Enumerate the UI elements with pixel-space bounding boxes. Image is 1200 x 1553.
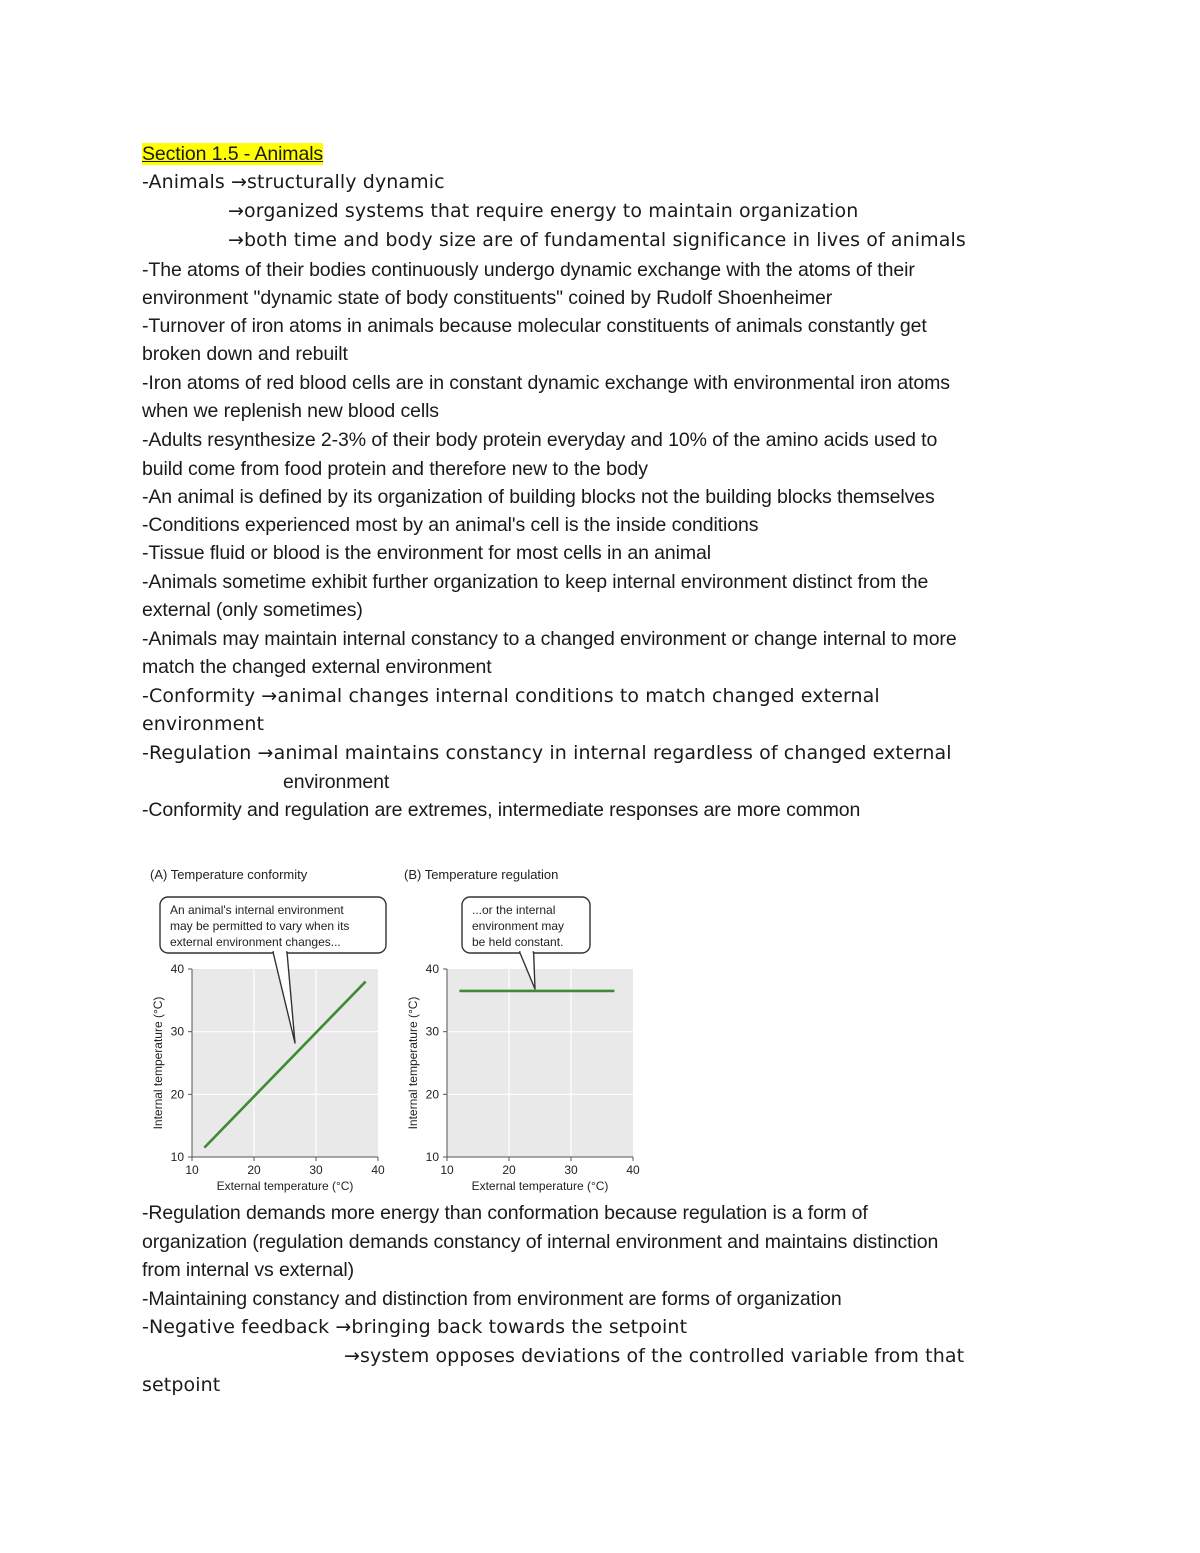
text-line: setpoint (142, 1374, 221, 1396)
text-line: -Regulation demands more energy than conformation because regulation is a form of (142, 1202, 868, 1224)
callout-text: An animal's internal environment (170, 903, 344, 917)
text-line: -Maintaining constancy and distinction from environment are forms of organization (142, 1288, 842, 1310)
text-line: -Conformity →animal changes internal conditions to match changed external (142, 685, 880, 707)
text-line: -Regulation →animal maintains constancy in internal regardless of changed external (142, 742, 952, 764)
y-tick-label: 10 (170, 1150, 184, 1164)
text-line: match the changed external environment (142, 656, 492, 678)
x-tick-label: 10 (440, 1163, 454, 1177)
y-tick-label: 30 (425, 1024, 439, 1039)
text-line: -Iron atoms of red blood cells are in constant dynamic exchange with environmental iron atoms (142, 372, 950, 394)
text-line: environment (142, 713, 265, 735)
y-axis-label: Internal temperature (°C) (151, 996, 165, 1130)
text-line: -Tissue fluid or blood is the environment for most cells in an animal (142, 542, 711, 564)
text-line: broken down and rebuilt (142, 343, 348, 365)
temperature-figure (140, 855, 660, 1200)
callout-text: be held constant. (472, 935, 564, 949)
text-line: →system opposes deviations of the controlled variable from that (344, 1345, 965, 1367)
text-line: -Animals →structurally dynamic (142, 171, 445, 193)
text-line: -The atoms of their bodies continuously undergo dynamic exchange with the atoms of their (142, 259, 915, 281)
text-line: -An animal is defined by its organization of building blocks not the building blocks themselves (142, 486, 935, 508)
text-line: build come from food protein and therefore new to the body (142, 458, 648, 480)
text-line: -Animals sometime exhibit further organization to keep internal environment distinct from the (142, 571, 929, 593)
text-line: environment (283, 771, 390, 793)
callout-text: environment may (472, 919, 565, 933)
text-line: -Negative feedback →bringing back towards the setpoint (142, 1316, 688, 1338)
callout-text: may be permitted to vary when its (170, 919, 350, 933)
text-line: -Turnover of iron atoms in animals because molecular constituents of animals constantly get (142, 315, 927, 337)
y-tick-label: 40 (425, 962, 439, 976)
callout-text: ...or the internal (472, 903, 556, 917)
y-tick-label: 10 (425, 1150, 439, 1164)
x-axis-label: External temperature (°C) (216, 1179, 354, 1193)
x-tick-label: 40 (626, 1163, 640, 1177)
text-line: -Animals may maintain internal constancy to a changed environment or change internal to more (142, 628, 957, 650)
text-line: when we replenish new blood cells (142, 400, 439, 422)
x-tick-label: 40 (371, 1163, 385, 1177)
x-axis-label: External temperature (°C) (471, 1179, 609, 1193)
section-heading (142, 140, 323, 168)
y-tick-label: 20 (425, 1087, 439, 1102)
x-tick-label: 20 (247, 1163, 261, 1177)
plot-area (447, 969, 633, 1157)
text-line: →both time and body size are of fundamental significance in lives of animals (228, 229, 966, 251)
y-tick-label: 30 (170, 1024, 184, 1039)
y-axis-label: Internal temperature (°C) (406, 996, 420, 1130)
x-tick-label: 30 (309, 1163, 323, 1177)
text-line: →organized systems that require energy to maintain organization (228, 200, 859, 222)
text-line: from internal vs external) (142, 1259, 354, 1281)
text-line: environment "dynamic state of body constituents" coined by Rudolf Shoenheimer (142, 287, 833, 309)
text-line: organization (regulation demands constancy of internal environment and maintains distinction (142, 1231, 939, 1253)
chart-title: (B) Temperature regulation (404, 867, 559, 882)
x-tick-label: 20 (502, 1163, 516, 1177)
x-tick-label: 30 (564, 1163, 578, 1177)
text-line: -Adults resynthesize 2-3% of their body protein everyday and 10% of the amino acids used to (142, 429, 938, 451)
chart-title: (A) Temperature conformity (150, 867, 308, 882)
y-tick-label: 40 (170, 962, 184, 976)
text-line: -Conformity and regulation are extremes, intermediate responses are more common (142, 799, 861, 821)
text-line: external (only sometimes) (142, 599, 363, 621)
text-line: -Conditions experienced most by an animal's cell is the inside conditions (142, 514, 759, 536)
section-heading-text: Section 1.5 - Animals (142, 143, 324, 165)
x-tick-label: 10 (185, 1163, 199, 1177)
y-tick-label: 20 (170, 1087, 184, 1102)
callout-text: external environment changes... (170, 935, 341, 949)
